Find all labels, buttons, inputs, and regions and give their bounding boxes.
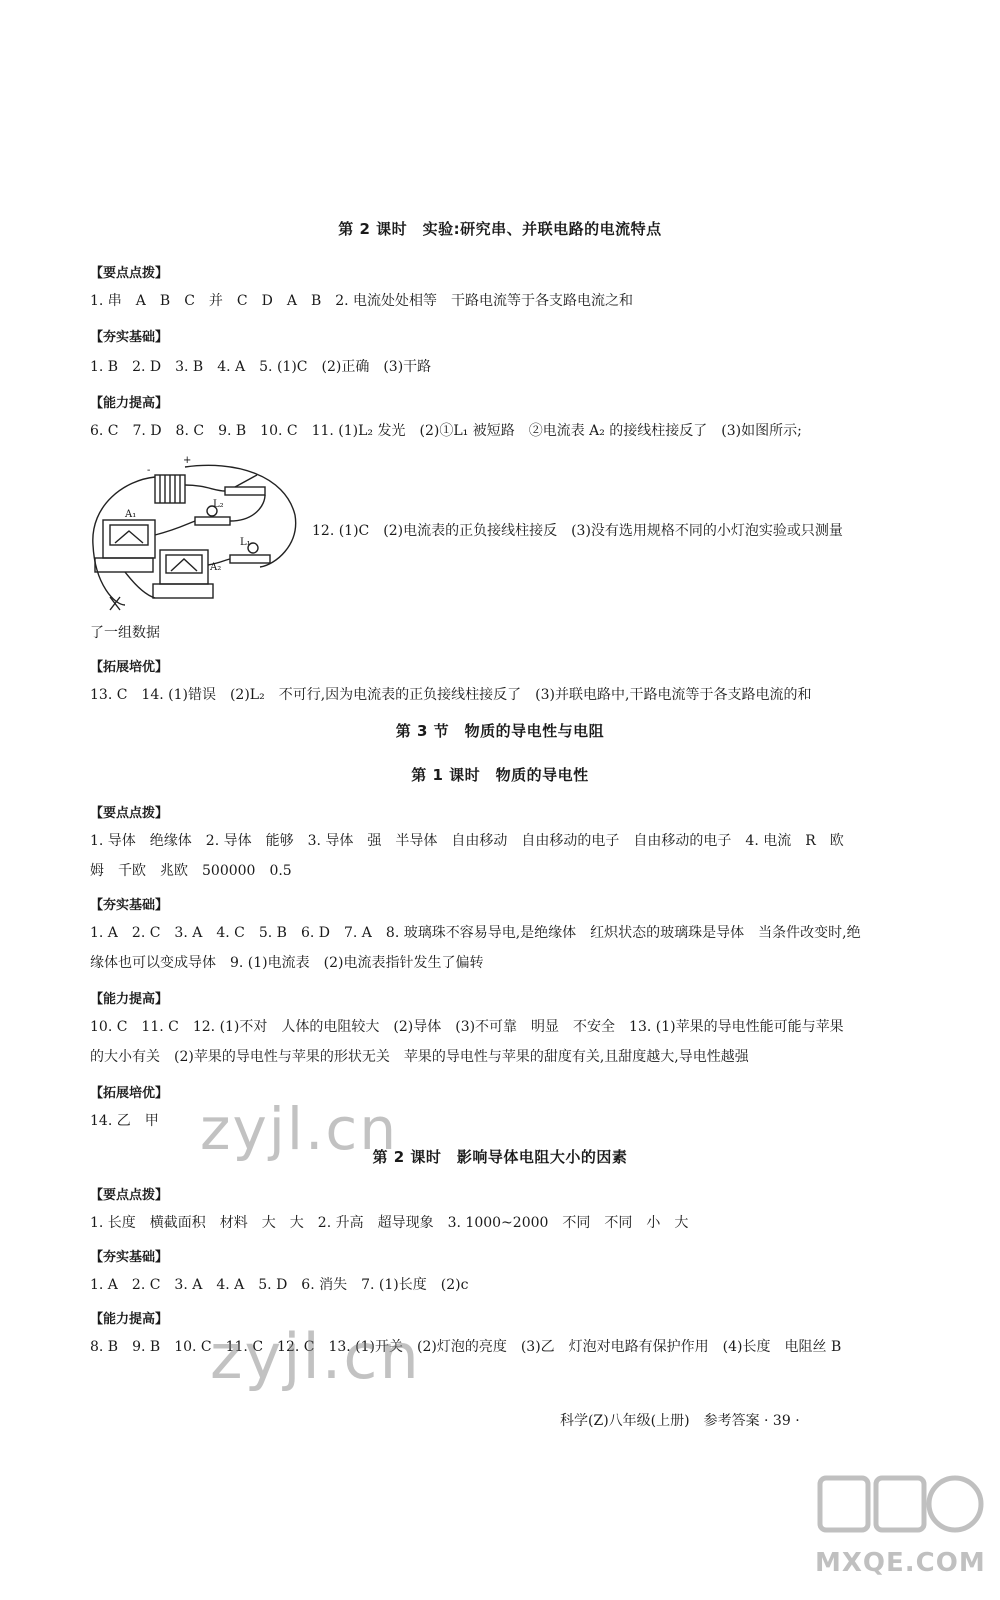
section-label-key-points: 【要点点拨】 [90,266,169,281]
label-minus: - [147,465,151,476]
answer-line-continued: 姆 千欧 兆欧 500000 0.5 [90,863,292,879]
section-label-basics: 【夯实基础】 [90,898,169,913]
section-label-improve: 【能力提高】 [90,1312,169,1327]
label-l1: L₁ [240,537,251,548]
section-label-key-points: 【要点点拨】 [90,806,169,821]
answer-line: 1. 导体 绝缘体 2. 导体 能够 3. 导体 强 半导体 自由移动 自由移动的电子 自由移动的电子 4. 电流 R 欧 [90,833,844,849]
label-l2: L₂ [213,499,224,510]
lesson-title: 第 2 课时 实验:研究串、并联电路的电流特点 [338,220,662,238]
answer-line: 1. 长度 横截面积 材料 大 大 2. 升高 超导现象 3. 1000~2000 不同 不同 小 大 [90,1215,689,1231]
answer-line: 1. A 2. C 3. A 4. A 5. D 6. 消失 7. (1)长度 (2)c [90,1277,469,1293]
section-label-basics: 【夯实基础】 [90,1250,169,1265]
logo-text: MXQE.COM [815,1548,986,1578]
answer-line: 12. (1)C (2)电流表的正负接线柱接反 (3)没有选用规格不同的小灯泡实验或只测量 [312,523,843,539]
answer-line-continued: 了一组数据 [90,625,160,641]
answer-line: 1. B 2. D 3. B 4. A 5. (1)C (2)正确 (3)干路 [90,359,432,375]
section-label-improve: 【能力提高】 [90,396,169,411]
watermark-text: zyjl.cn [210,1320,421,1393]
lesson-title: 第 1 课时 物质的导电性 [411,766,589,784]
answer-line-continued: 缘体也可以变成导体 9. (1)电流表 (2)电流表指针发生了偏转 [90,955,484,971]
section-label-basics: 【夯实基础】 [90,330,169,345]
answer-line: 14. 乙 甲 [90,1113,159,1129]
answer-line-continued: 的大小有关 (2)苹果的导电性与苹果的形状无关 苹果的导电性与苹果的甜度有关,且甜度越大,导电性越强 [90,1049,749,1065]
answer-line: 1. A 2. C 3. A 4. C 5. B 6. D 7. A 8. 玻璃珠不容易导电,是绝缘体 红炽状态的玻璃珠是导体 当条件改变时,绝 [90,925,861,941]
answer-line: 6. C 7. D 8. C 9. B 10. C 11. (1)L₂ 发光 (2)①L₁ 被短路 ②电流表 A₂ 的接线柱接反了 (3)如图所示; [90,423,802,439]
section-label-key-points: 【要点点拨】 [90,1188,169,1203]
section-label-extend: 【拓展培优】 [90,1086,169,1101]
lesson-title: 第 2 课时 影响导体电阻大小的因素 [372,1148,628,1166]
section-label-improve: 【能力提高】 [90,992,169,1007]
answer-line: 1. 串 A B C 并 C D A B 2. 电流处处相等 干路电流等于各支路电流之和 [90,293,634,309]
watermark-text: zyjl.cn [200,1095,399,1163]
label-a2: A₂ [210,562,222,573]
section-label-extend: 【拓展培优】 [90,660,169,675]
circuit-diagram [85,455,305,625]
answer-line: 10. C 11. C 12. (1)不对 人体的电阻较大 (2)导体 (3)不可靠 明显 不安全 13. (1)苹果的导电性能可能与苹果 [90,1019,844,1035]
label-plus: + [183,455,192,466]
section-title: 第 3 节 物质的导电性与电阻 [395,722,605,740]
page-footer: 科学(Z)八年级(上册) 参考答案 · 39 · [560,1413,800,1429]
label-a1: A₁ [125,509,137,520]
answer-line: 13. C 14. (1)错误 (2)L₂ 不可行,因为电流表的正负接线柱接反了 (3)并联电路中,干路电流等于各支路电流的和 [90,687,812,703]
answer-line: 8. B 9. B 10. C 11. C 12. C 13. (1)开关 (2)灯泡的亮度 (3)乙 灯泡对电路有保护作用 (4)长度 电阻丝 B [90,1339,842,1355]
